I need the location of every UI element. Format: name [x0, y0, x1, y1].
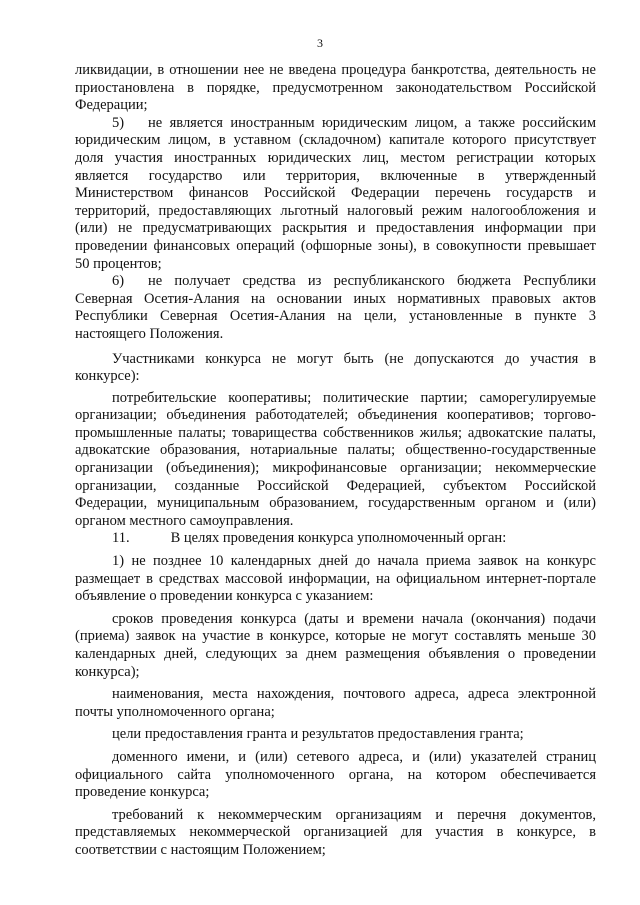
paragraph-participants: Участниками конкурса не могут быть (не допускаются до участия в конкурсе):	[75, 350, 596, 385]
item-number: 5)	[112, 114, 125, 131]
paragraph-clause-11	[75, 530, 596, 548]
item-text: не получает средства из республиканского бюджета Республики Северная Осетия-Алания на основании иных нормативных правовых актов Республики Северная Осетия-Алания на цели, установленные в пункте 3 настоящего Положения.	[75, 273, 596, 342]
paragraph-domain: доменного имени, и (или) сетевого адреса, и (или) указателей страниц официального сайта уполномоченного органа, на котором обеспечивается проведение конкурса;	[75, 748, 596, 801]
page-number: 3	[317, 36, 323, 50]
paragraph-deadlines: сроков проведения конкурса (даты и времени начала (окончания) подачи (приема) заявок на участие в конкурсе, которые не могут составлять меньше 30 календарных дней, следующих за днем размещения объявления о проведении конкурса);	[75, 610, 596, 680]
paragraph-requirements: требований к некоммерческим организациям и перечня документов, представляемых некоммерческой организацией для участия в конкурсе, в соответствии с настоящим Положением;	[75, 806, 596, 858]
paragraph-grant-goals: цели предоставления гранта и результатов предоставления гранта;	[112, 726, 524, 743]
item-number: 6)	[112, 273, 125, 290]
paragraph-excluded-orgs: потребительские кооперативы; политические партии; саморегулируемые организации; объединения работодателей; объединения кооперативов; торгово-промышленные палаты; товарищества собственников жилья; адвокатские палаты, адвокатские образования, нотариальные палаты; общественно-государственные организации (объединения); микрофинансовые организации; некоммерческие организации, созданные Российской Федерацией, субъектом Российской Федерации, муниципальным образованием, государственным органом и (или) органом местного самоуправления.	[75, 389, 596, 529]
clause-number: 11.	[112, 530, 130, 547]
document-body	[75, 62, 596, 860]
paragraph-contacts: наименования, места нахождения, почтового адреса, адреса электронной почты уполномоченного органа;	[75, 686, 596, 720]
item-text: не является иностранным юридическим лицом, а также российским юридическим лицом, в уставном (складочном) капитале которого присутствует доля участия иностранных юридических лиц, местом регистрации которых является государство или территория, включенные в утвержденный Министерством финансов Российской Федерации перечень государств и территорий, предоставляющих льготный налоговый режим налогообложения и (или) не предусматривающих раскрытия и предоставления информации при проведении финансовых операций (офшорные зоны), в совокупности превышает 50 процентов;	[75, 114, 596, 272]
paragraph-item-5	[75, 115, 596, 273]
clause-text: В целях проведения конкурса уполномоченный орган:	[170, 530, 507, 547]
paragraph-liquidation: ликвидации, в отношении нее не введена процедура банкротства, деятельность не приостановлена в порядке, предусмотренном законодательством Российской Федерации;	[75, 62, 596, 114]
paragraph-item-6	[75, 273, 596, 343]
paragraph-sub-1: 1) не позднее 10 календарных дней до начала приема заявок на конкурс размещает в средствах массовой информации, на официальном интернет-портале объявление о проведении конкурса с указанием:	[75, 553, 596, 605]
